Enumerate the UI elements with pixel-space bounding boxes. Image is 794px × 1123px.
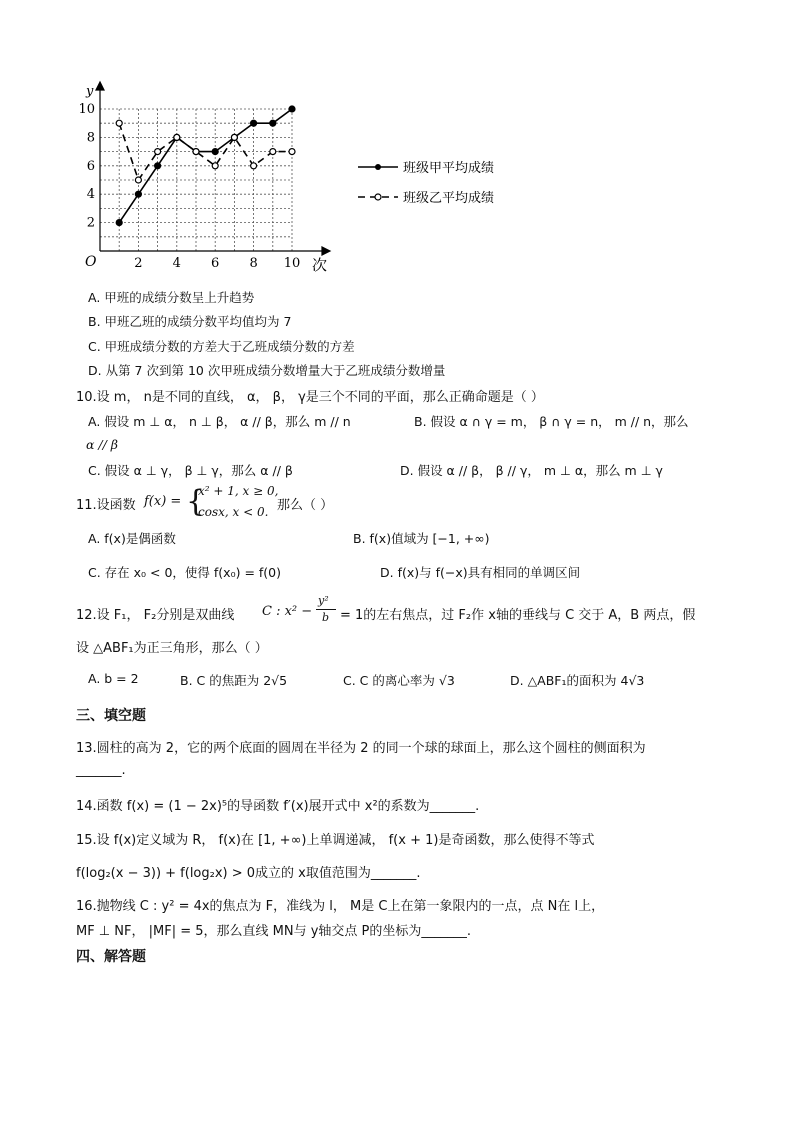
series-b-point [270, 149, 276, 155]
series-a-point [212, 149, 218, 155]
y-tick-label: 10 [78, 102, 95, 117]
q12-hyperbola-lhs: C : x² − [262, 604, 313, 619]
legend-series-a: 班级甲平均成绩 [403, 161, 495, 176]
y-axis-arrow [96, 82, 104, 90]
q12-frac-den: b [322, 611, 330, 624]
q11-option-c: C. 存在 x₀ < 0，使得 f(x₀) = f(0) [88, 565, 281, 580]
q12-option-d: D. △ABF₁的面积为 4√3 [510, 673, 645, 688]
q15-line1: 15.设 f(x)定义域为 R， f(x)在 [1, +∞)上单调递减， f(x + 1)是奇函数，那么使得不等式 [76, 833, 595, 848]
section-fill-in-title: 三、填空题 [76, 708, 146, 724]
series-a-point [289, 106, 295, 112]
score-line-chart [0, 0, 794, 290]
q10-option-a: A. 假设 m ⊥ α， n ⊥ β， α // β，那么 m // n [88, 414, 351, 429]
q12-stem-part1: 12.设 F₁， F₂分别是双曲线 [76, 608, 235, 623]
x-tick-label: 2 [134, 256, 143, 271]
q11-option-b: B. f(x)值域为 [−1, +∞) [353, 531, 490, 546]
q9-option-c: C. 甲班成绩分数的方差大于乙班成绩分数的方差 [88, 339, 355, 354]
x-tick-label: 10 [283, 256, 301, 271]
q9-option-b: B. 甲班乙班的成绩分数平均值均为 7 [88, 314, 292, 329]
q10-option-b: B. 假设 α ∩ γ = m， β ∩ γ = n， m // n，那么 [414, 414, 689, 429]
x-tick-label: 6 [211, 256, 220, 271]
q9-option-d: D. 从第 7 次到第 10 次甲班成绩分数增量大于乙班成绩分数增量 [88, 363, 446, 378]
legend-series-b: 班级乙平均成绩 [403, 191, 495, 206]
legend-solid-marker [375, 164, 381, 170]
q10-option-b-cont: α // β [86, 437, 119, 452]
q12-frac-num: y² [318, 594, 329, 607]
series-a-point [251, 120, 257, 126]
q12-option-c: C. C 的离心率为 √3 [343, 673, 455, 688]
q11-case-1: x² + 1, x ≥ 0, [198, 484, 279, 498]
legend-dashed-marker [375, 194, 381, 200]
series-a-point [155, 163, 161, 169]
y-tick-label: 8 [86, 130, 95, 146]
y-tick-label: 4 [86, 187, 95, 203]
series-b-point [116, 120, 122, 126]
y-axis-label: y [86, 84, 94, 99]
q15-line2: f(log₂(x − 3)) + f(log₂x) > 0成立的 x取值范围为_______. [76, 866, 421, 881]
q9-option-a: A. 甲班的成绩分数呈上升趋势 [88, 290, 255, 305]
q10-option-d: D. 假设 α // β， β // γ， m ⊥ α，那么 m ⊥ γ [400, 463, 663, 478]
series-b-point [135, 177, 141, 183]
q12-stem-line2: 设 △ABF₁为正三角形，那么（ ） [76, 641, 268, 656]
series-b-point [251, 163, 257, 169]
chart-grid [100, 109, 292, 251]
origin-label: O [85, 254, 97, 270]
q11-fx: f(x) = [144, 494, 182, 509]
q16-line1: 16.抛物线 C : y² = 4x的焦点为 F，准线为 l， M是 C上在第一象限内的一点，点 N在 l上， [76, 899, 605, 914]
q11-option-d: D. f(x)与 f(−x)具有相同的单调区间 [380, 565, 581, 580]
q11-case-2: cosx, x < 0. [198, 505, 269, 519]
q13-line2: _______. [76, 763, 126, 778]
series-b-point [155, 149, 161, 155]
x-tick-label: 4 [172, 256, 181, 271]
series-b-point [193, 149, 199, 155]
x-axis-label: 次 [312, 256, 328, 274]
q11-option-a: A. f(x)是偶函数 [88, 531, 176, 546]
series-a-point [116, 220, 122, 226]
series-a-point [135, 191, 141, 197]
x-axis-arrow [322, 247, 330, 255]
q10-stem: 10.设 m， n是不同的直线， α， β， γ是三个不同的平面，那么正确命题是（ ） [76, 390, 544, 405]
q13-line1: 13.圆柱的高为 2，它的两个底面的圆周在半径为 2 的同一个球的球面上，那么这个圆柱的侧面积为 [76, 741, 646, 756]
q12-option-b: B. C 的焦距为 2√5 [180, 673, 288, 688]
q11-stem-post: 那么（ ） [277, 498, 334, 513]
q16-line2: MF ⊥ NF， |MF| = 5，那么直线 MN与 y轴交点 P的坐标为_______. [76, 924, 472, 939]
y-tick-label: 2 [86, 215, 95, 231]
q10-option-c: C. 假设 α ⊥ γ， β ⊥ γ，那么 α // β [88, 463, 293, 478]
series-b-point [231, 134, 237, 140]
q12-frac-bar [316, 609, 336, 610]
q11-brace: { [186, 484, 206, 519]
q14: 14.函数 f(x) = (1 − 2x)⁵的导函数 f′(x)展开式中 x²的系数为_______. [76, 799, 480, 814]
section-answer-title: 四、解答题 [76, 949, 146, 965]
series-b-point [174, 134, 180, 140]
y-tick-label: 6 [86, 158, 95, 174]
series-b-point [212, 163, 218, 169]
x-tick-label: 8 [249, 256, 258, 271]
q12-option-a: A. b = 2 [88, 671, 139, 686]
series-b-point [289, 149, 295, 155]
q12-stem-part2: = 1的左右焦点，过 F₂作 x轴的垂线与 C 交于 A，B 两点，假 [340, 608, 696, 623]
q11-stem-pre: 11.设函数 [76, 498, 136, 513]
series-a-point [270, 120, 276, 126]
